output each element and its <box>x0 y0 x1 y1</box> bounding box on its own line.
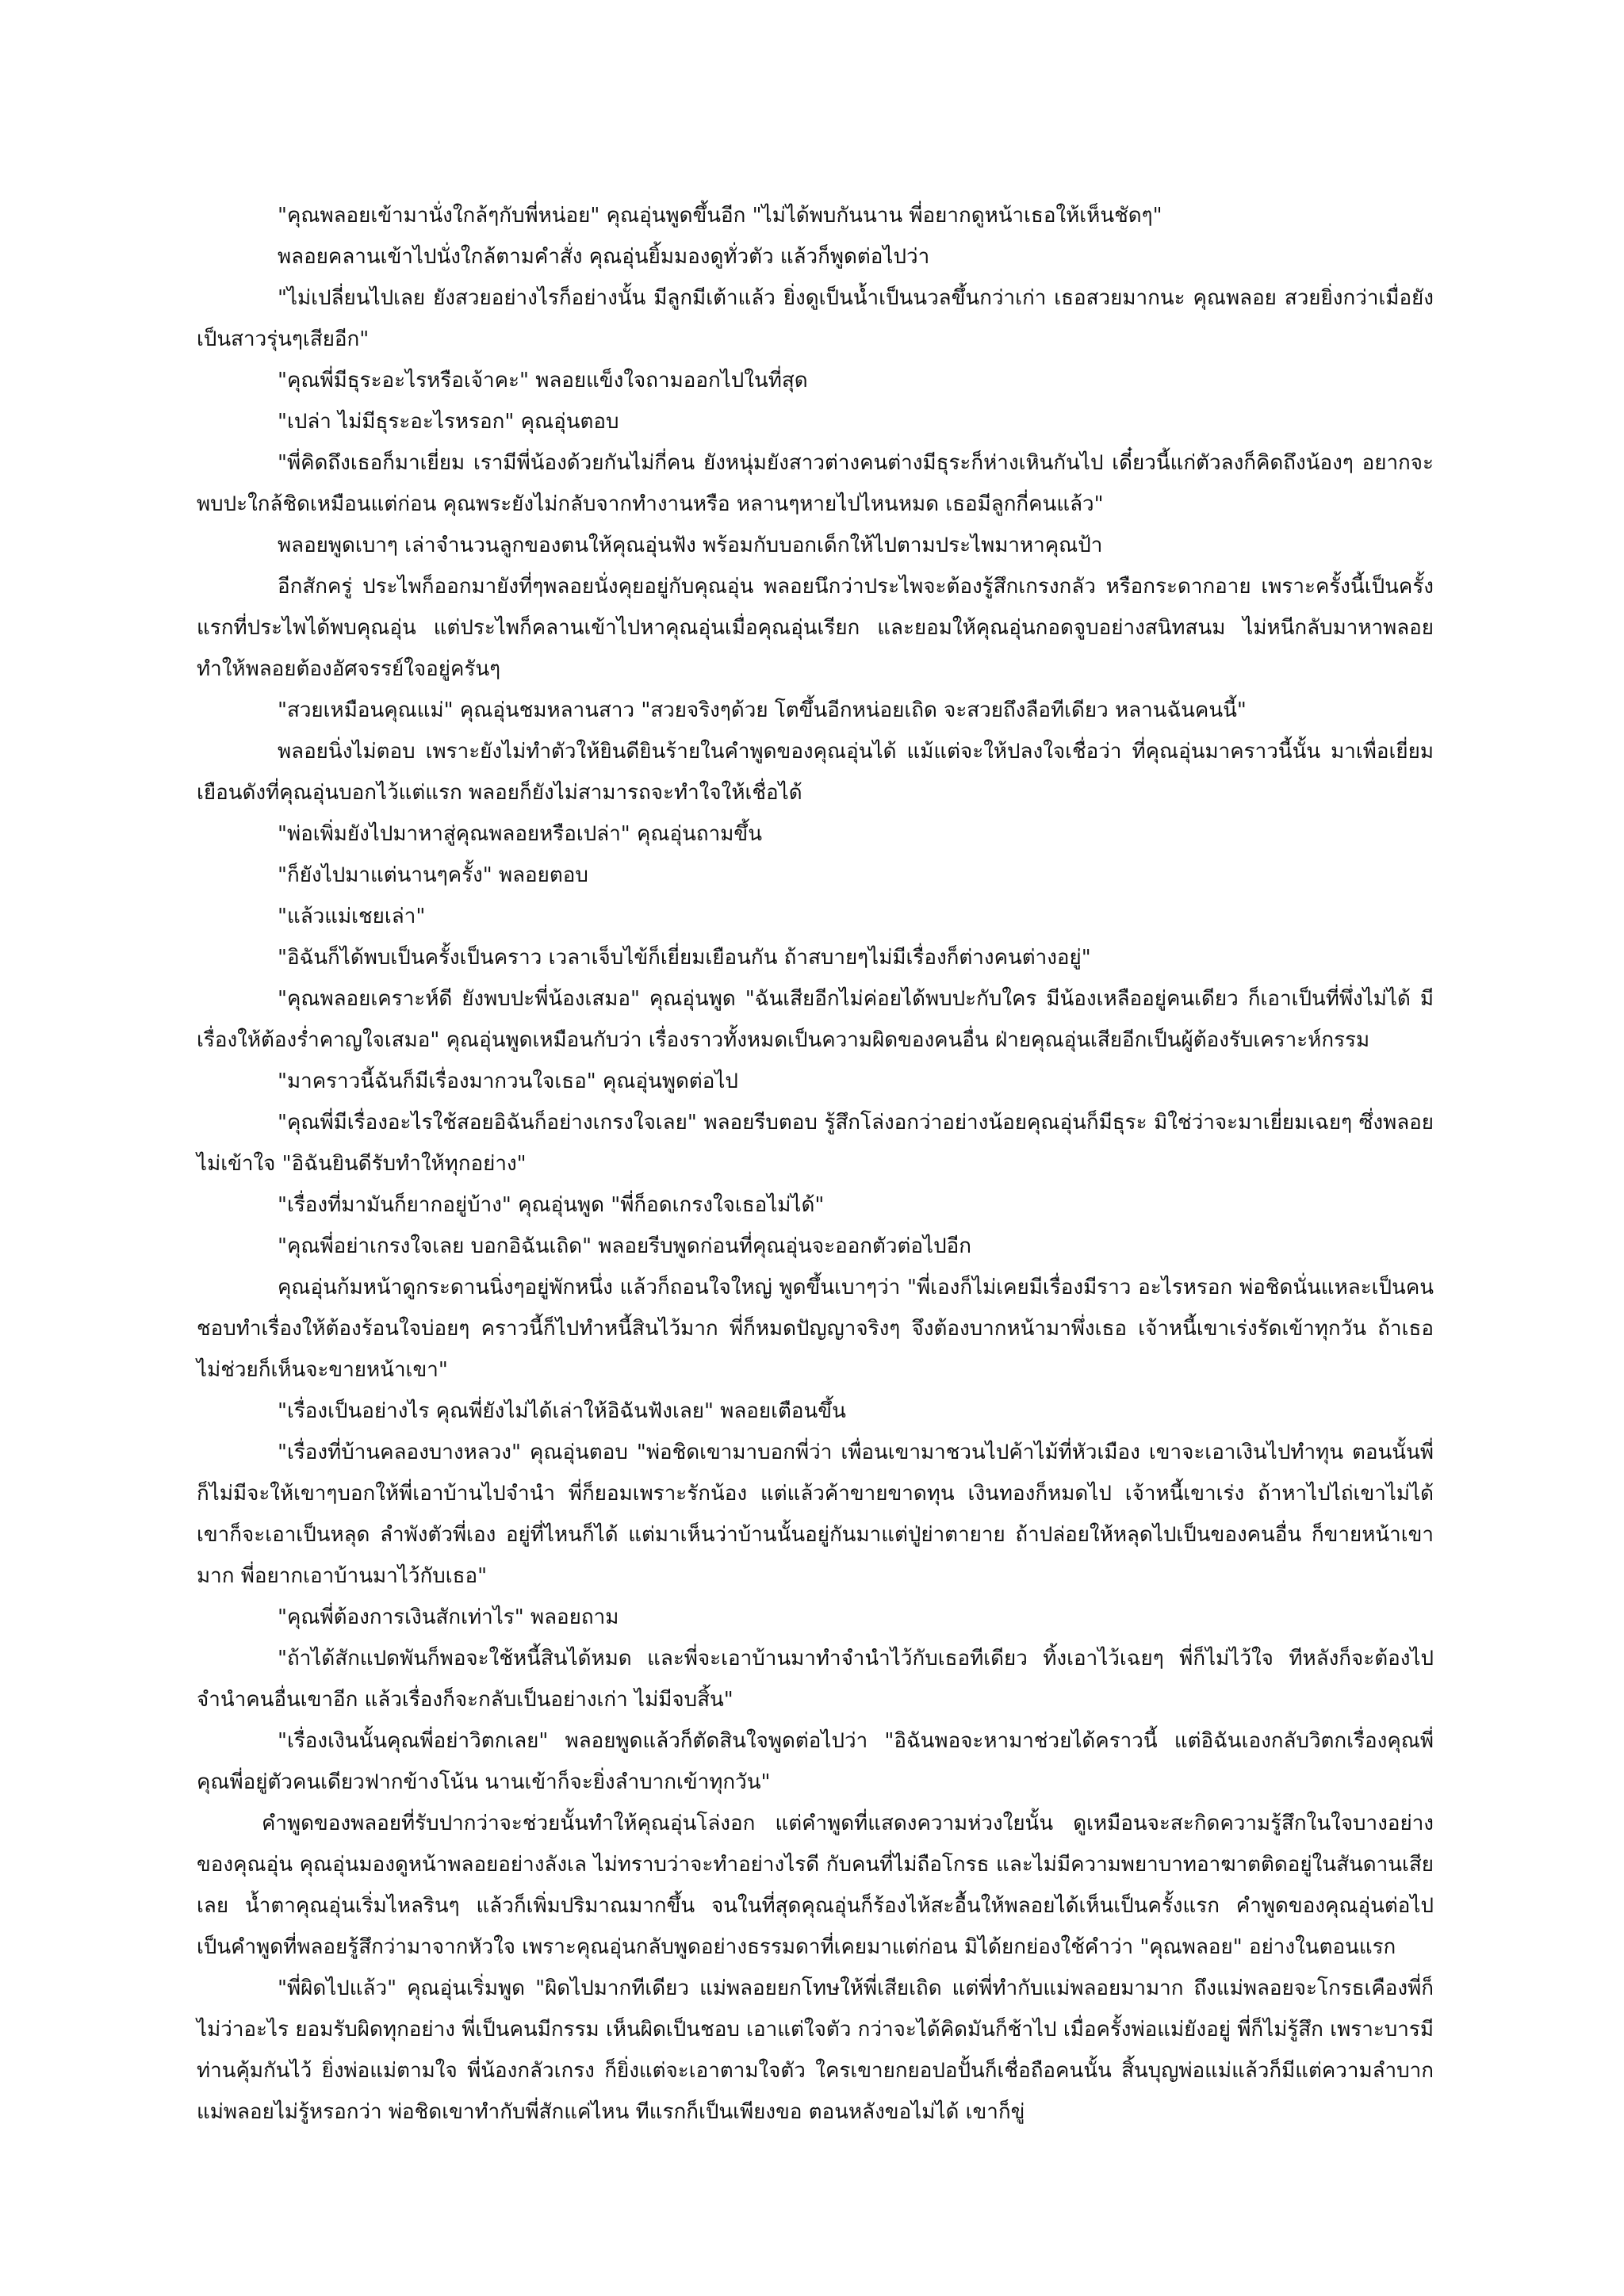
paragraph: คำพูดของพลอยที่รับปากว่าจะช่วยนั้นทำให้คุณอุ่นโล่งอก แต่คำพูดที่แสดงความห่วงใยนั้น ดูเหมือนจะสะกิดความรู้สึกในใจบางอย่างของคุณอุ่น คุณอุ่นมองดูหน้าพลอยอย่างลังเล ไม่ทราบว่าจะทำอย่างไรดี กับคนที่ไม่ถือโกรธ และไม่มีความพยาบาทอาฆาตติดอยู่ในสันดานเสียเลย น้ำตาคุณอุ่นเริ่มไหลรินๆ แล้วก็เพิ่มปริมาณมากขึ้น จนในที่สุดคุณอุ่นก็ร้องไห้สะอื้นให้พลอยได้เห็นเป็นครั้งแรก คำพูดของคุณอุ่นต่อไป เป็นคำพูดที่พลอยรู้สึกว่ามาจากหัวใจ เพราะคุณอุ่นกลับพูดอย่างธรรมดาที่เคยมาแต่ก่อน มิได้ยกย่องใช้คำว่า "คุณพลอย" อย่างในตอนแรก <box>197 1812 1434 1959</box>
paragraph: "เปล่า ไม่มีธุระอะไรหรอก" คุณอุ่นตอบ <box>278 410 619 434</box>
paragraph: "อิฉันก็ได้พบเป็นครั้งเป็นคราว เวลาเจ็บไข้ก็เยี่ยมเยือนกัน ถ้าสบายๆไม่มีเรื่องก็ต่างคนต่างอยู่" <box>278 946 1091 970</box>
paragraph: "คุณพี่มีธุระอะไรหรือเจ้าคะ" พลอยแข็งใจถามออกไปในที่สุด <box>278 369 808 392</box>
paragraph: "คุณพี่มีเรื่องอะไรใช้สอยอิฉันก็อย่างเกรงใจเลย" พลอยรีบตอบ รู้สึกโล่งอกว่าอย่างน้อยคุณอุ่นก็มีธุระ มิใช่ว่าจะมาเยี่ยมเฉยๆ ซึ่งพลอยไม่เข้าใจ "อิฉันยินดีรับทำให้ทุกอย่าง" <box>197 1111 1434 1176</box>
paragraph: คุณอุ่นก้มหน้าดูกระดานนิ่งๆอยู่พักหนึ่ง แล้วก็ถอนใจใหญ่ พูดขึ้นเบาๆว่า "พี่เองก็ไม่เคยมีเรื่องมีราว อะไรหรอก พ่อชิดนั่นแหละเป็นคนชอบทำเรื่องให้ต้องร้อนใจบ่อยๆ คราวนี้ก็ไปทำหนี้สินไว้มาก พี่ก็หมดปัญญาจริงๆ จึงต้องบากหน้ามาพึ่งเธอ เจ้าหนี้เขาเร่งรัดเข้าทุกวัน ถ้าเธอไม่ช่วยก็เห็นจะขายหน้าเขา" <box>197 1276 1434 1382</box>
paragraph: "แล้วแม่เชยเล่า" <box>278 905 426 928</box>
paragraph: "เรื่องที่บ้านคลองบางหลวง" คุณอุ่นตอบ "พ่อชิดเขามาบอกพี่ว่า เพื่อนเขามาชวนไปค้าไม้ที่หัวเมือง เขาจะเอาเงินไปทำทุน ตอนนั้นพี่ก็ไม่มีจะให้เขาๆบอกให้พี่เอาบ้านไปจำนำ พี่ก็ยอมเพราะรักน้อง แต่แล้วค้าขายขาดทุน เงินทองก็หมดไป เจ้าหนี้เขาเร่ง ถ้าหาไปไถ่เขาไม่ได้ เขาก็จะเอาเป็นหลุด ลำพังตัวพี่เอง อยู่ที่ไหนก็ได้ แต่มาเห็นว่าบ้านนั้นอยู่กันมาแต่ปู่ย่าตายาย ถ้าปล่อยให้หลุดไปเป็นของคนอื่น ก็ขายหน้าเขามาก พี่อยากเอาบ้านมาไว้กับเธอ" <box>197 1441 1434 1588</box>
paragraph: "สวยเหมือนคุณแม่" คุณอุ่นชมหลานสาว "สวยจริงๆด้วย โตขึ้นอีกหน่อยเถิด จะสวยถึงลือทีเดียว หลานฉันคนนี้" <box>278 698 1247 722</box>
paragraph: "พ่อเพิ่มยังไปมาหาสู่คุณพลอยหรือเปล่า" คุณอุ่นถามขึ้น <box>278 822 762 846</box>
paragraph: "ถ้าได้สักแปดพันก็พอจะใช้หนี้สินได้หมด และพี่จะเอาบ้านมาทำจำนำไว้กับเธอทีเดียว ทิ้งเอาไว้เฉยๆ พี่ก็ไม่ไว้ใจ ทีหลังก็จะต้องไปจำนำคนอื่นเขาอีก แล้วเรื่องก็จะกลับเป็นอย่างเก่า ไม่มีจบสิ้น" <box>197 1647 1434 1712</box>
paragraph: "คุณพี่อย่าเกรงใจเลย บอกอิฉันเถิด" พลอยรีบพูดก่อนที่คุณอุ่นจะออกตัวต่อไปอีก <box>278 1234 971 1258</box>
novel-text-body <box>197 195 1434 2133</box>
paragraph: "เรื่องเป็นอย่างไร คุณพี่ยังไม่ได้เล่าให้อิฉันฟังเลย" พลอยเตือนขึ้น <box>278 1399 846 1423</box>
paragraph: พลอยพูดเบาๆ เล่าจำนวนลูกของตนให้คุณอุ่นฟัง พร้อมกับบอกเด็กให้ไปตามประไพมาหาคุณป้า <box>278 534 1103 557</box>
paragraph: "พี่ผิดไปแล้ว" คุณอุ่นเริ่มพูด "ผิดไปมากทีเดียว แม่พลอยยกโทษให้พี่เสียเถิด แต่พี่ทำกับแม่พลอยมามาก ถึงแม่พลอยจะโกรธเคืองพี่ก็ไม่ว่าอะไร ยอมรับผิดทุกอย่าง พี่เป็นคนมีกรรม เห็นผิดเป็นชอบ เอาแต่ใจตัว กว่าจะได้คิดมันก็ช้าไป เมื่อครั้งพ่อแม่ยังอยู่ พี่ก็ไม่รู้สึก เพราะบารมีท่านคุ้มกันไว้ ยิ่งพ่อแม่ตามใจ พี่น้องกลัวเกรง ก็ยิ่งแต่จะเอาตามใจตัว ใครเขายกยอปอปั้นก็เชื่อถือคนนั้น สิ้นบุญพ่อแม่แล้วก็มีแต่ความลำบาก แม่พลอยไม่รู้หรอกว่า พ่อชิดเขาทำกับพี่สักแค่ไหน ทีแรกก็เป็นเพียงขอ ตอนหลังขอไม่ได้ เขาก็ขู่ <box>197 1976 1434 2124</box>
paragraph: "เรื่องที่มามันก็ยากอยู่บ้าง" คุณอุ่นพูด "พี่ก็อดเกรงใจเธอไม่ได้" <box>278 1193 825 1217</box>
paragraph: "คุณพลอยเคราะห์ดี ยังพบปะพี่น้องเสมอ" คุณอุ่นพูด "ฉันเสียอีกไม่ค่อยได้พบปะกับใคร มีน้องเหลืออยู่คนเดียว ก็เอาเป็นที่พึ่งไม่ได้ มีเรื่องให้ต้องร่ำคาญใจเสมอ" คุณอุ่นพูดเหมือนกับว่า เรื่องราวทั้งหมดเป็นความผิดของคนอื่น ฝ่ายคุณอุ่นเสียอีกเป็นผู้ต้องรับเคราะห์กรรม <box>197 987 1434 1052</box>
paragraph: "คุณพลอยเข้ามานั่งใกล้ๆกับพี่หน่อย" คุณอุ่นพูดขึ้นอีก "ไม่ได้พบกันนาน พี่อยากดูหน้าเธอให้เห็นชัดๆ" <box>278 204 1162 228</box>
paragraph: อีกสักครู่ ประไพก็ออกมายังที่ๆพลอยนั่งคุยอยู่กับคุณอุ่น พลอยนึกว่าประไพจะต้องรู้สึกเกรงกลัว หรือกระดากอาย เพราะครั้งนี้เป็นครั้งแรกที่ประไพได้พบคุณอุ่น แต่ประไพก็คลานเข้าไปหาคุณอุ่นเมื่อคุณอุ่นเรียก และยอมให้คุณอุ่นกอดจูบอย่างสนิทสนม ไม่หนีกลับมาหาพลอย ทำให้พลอยต้องอัศจรรย์ใจอยู่ครันๆ <box>197 575 1434 681</box>
paragraph: พลอยนิ่งไม่ตอบ เพราะยังไม่ทำตัวให้ยินดียินร้ายในคำพูดของคุณอุ่นได้ แม้แต่จะให้ปลงใจเชื่อว่า ที่คุณอุ่นมาคราวนี้นั้น มาเพื่อเยี่ยมเยือนดังที่คุณอุ่นบอกไว้แต่แรก พลอยก็ยังไม่สามารถจะทำใจให้เชื่อได้ <box>197 740 1434 805</box>
paragraph: พลอยคลานเข้าไปนั่งใกล้ตามคำสั่ง คุณอุ่นยิ้มมองดูทั่วตัว แล้วก็พูดต่อไปว่า <box>278 245 930 269</box>
paragraph: "ไม่เปลี่ยนไปเลย ยังสวยอย่างไรก็อย่างนั้น มีลูกมีเต้าแล้ว ยิ่งดูเป็นน้ำเป็นนวลขึ้นกว่าเก่า เธอสวยมากนะ คุณพลอย สวยยิ่งกว่าเมื่อยังเป็นสาวรุ่นๆเสียอีก" <box>197 286 1434 351</box>
paragraph: "มาคราวนี้ฉันก็มีเรื่องมากวนใจเธอ" คุณอุ่นพูดต่อไป <box>278 1070 738 1093</box>
paragraph: "ก็ยังไปมาแต่นานๆครั้ง" พลอยตอบ <box>278 863 588 887</box>
paragraph: "เรื่องเงินนั้นคุณพี่อย่าวิตกเลย" พลอยพูดแล้วก็ตัดสินใจพูดต่อไปว่า "อิฉันพอจะหามาช่วยได้คราวนี้ แต่อิฉันเองกลับวิตกเรื่องคุณพี่ คุณพี่อยู่ตัวคนเดียวฟากข้างโน้น นานเข้าก็จะยิ่งลำบากเข้าทุกวัน" <box>197 1729 1434 1794</box>
paragraph: "คุณพี่ต้องการเงินสักเท่าไร" พลอยถาม <box>278 1605 619 1629</box>
paragraph: "พี่คิดถึงเธอก็มาเยี่ยม เรามีพี่น้องด้วยกันไม่กี่คน ยังหนุ่มยังสาวต่างคนต่างมีธุระก็ห่างเหินกันไป เดี๋ยวนี้แก่ตัวลงก็คิดถึงน้องๆ อยากจะพบปะใกล้ชิดเหมือนแต่ก่อน คุณพระยังไม่กลับจากทำงานหรือ หลานๆหายไปไหนหมด เธอมีลูกกี่คนแล้ว" <box>197 451 1434 516</box>
